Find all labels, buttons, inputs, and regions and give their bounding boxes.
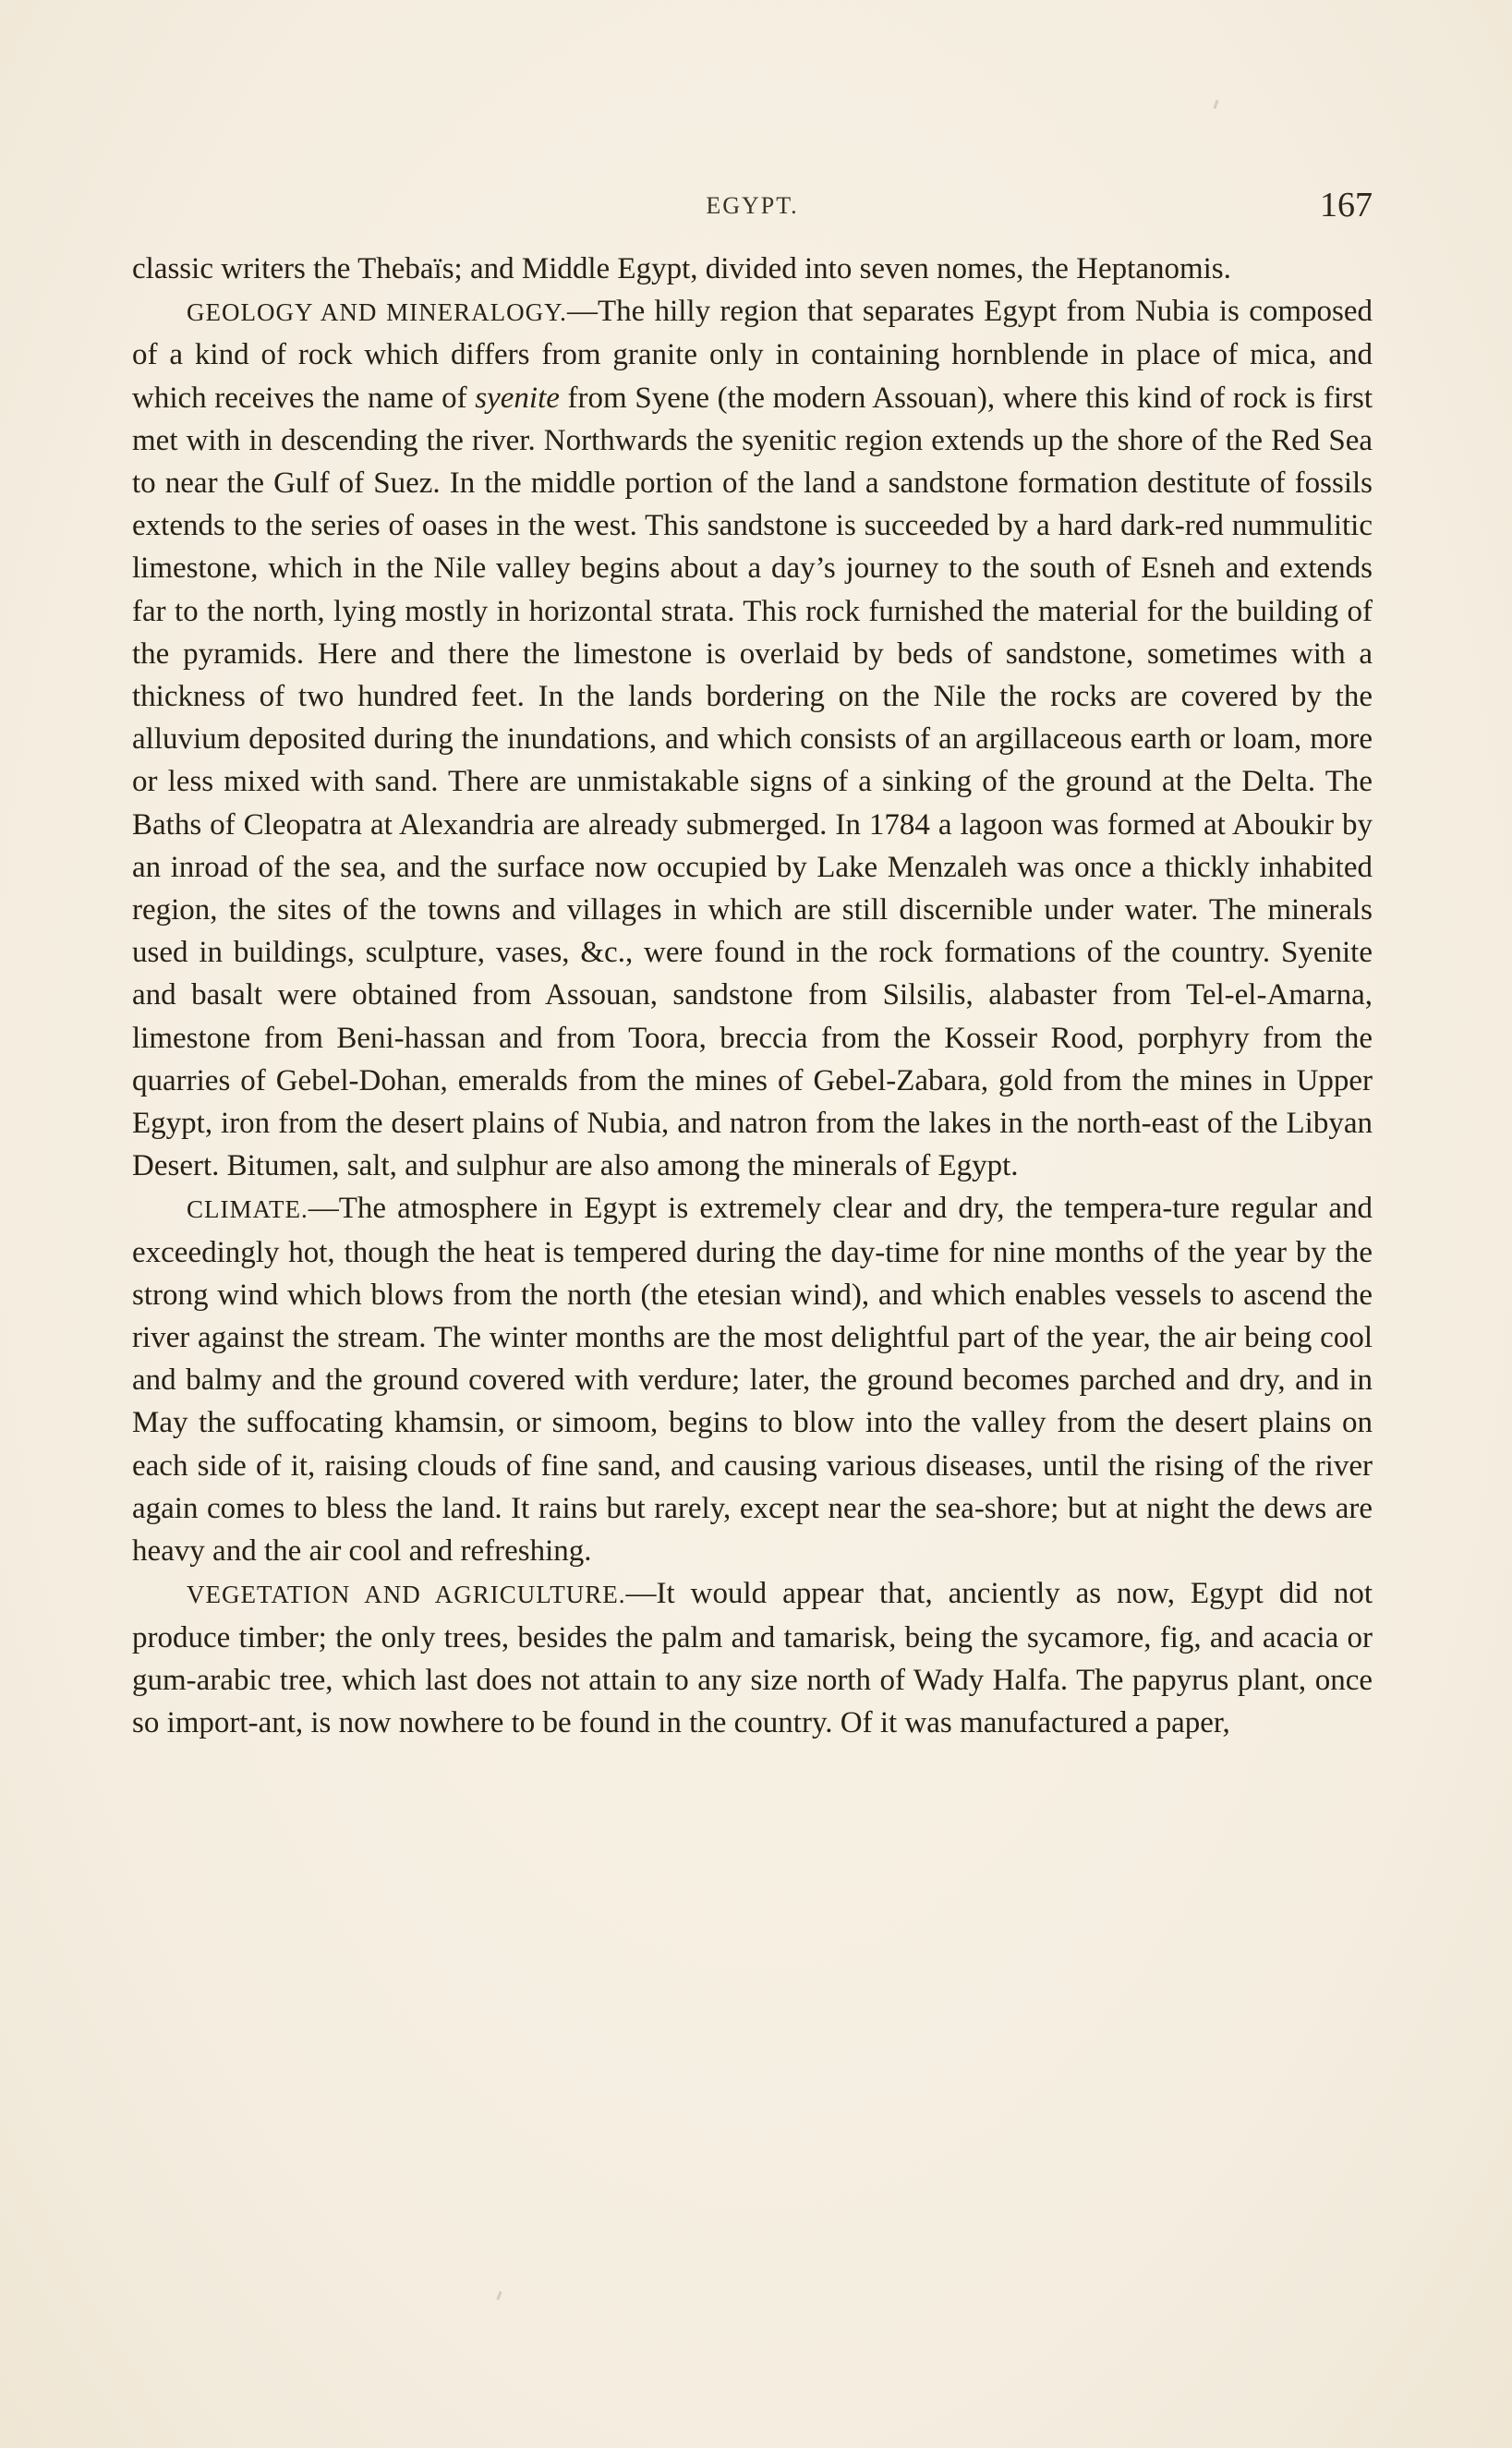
paragraph-text: —The atmosphere in Egypt is extremely clear and dry, the tempera-ture regular and exceedingly hot, though the heat is tempered during the day-time for nine months of the year by the strong wind which blows from the north (the etesian wind), and which enables vessels to ascend the river against the stream. The winter months are the most delightful part of the year, the air being cool and balmy and the ground covered with verdure; later, the ground becomes parched and dry, and in May the suffocating khamsin, or simoom, begins to blow into the valley from the desert plains on each side of it, raising clouds of fine sand, and causing various diseases, until the rising of the river again comes to bless the land. It rains but rarely, except near the sea-shore; but at night the dews are heavy and the air cool and refreshing. — [132, 1192, 1373, 1569]
italic-term: syenite — [475, 381, 560, 415]
paragraph-text: —It would appear that, anciently as now, Egypt did not produce timber; the only trees, besides the palm and tamarisk, being the sycamore, fig, and acacia or gum-arabic tree, which last does not attain to any size north of Wady Halfa. The papyrus plant, once so import-ant, is now nowhere to be found in the country. Of it was manufactured a paper, — [132, 1577, 1373, 1739]
paragraph-intro-continued — [132, 248, 1373, 290]
body-text — [132, 248, 1373, 1744]
paragraph-text-continued: from Syene (the modern Assouan), where this kind of rock is first met with in descending the river. Northwards the syenitic region extends up the shore of the Red Sea to near the Gulf of Suez. In the middle portion of the land a sandstone formation destitute of fossils extends to the series of oases in the west. This sandstone is succeeded by a hard dark-red nummulitic limestone, which in the Nile valley begins about a day’s journey to the south of Esneh and extends far to the north, lying mostly in horizontal strata. This rock furnished the material for the building of the pyramids. Here and there the limestone is overlaid by beds of sandstone, sometimes with a thickness of two hundred feet. In the lands bordering on the Nile the rocks are covered by the alluvium deposited during the inundations, and which consists of an argillaceous earth or loam, more or less mixed with sand. There are unmistakable signs of a sinking of the ground at the Delta. The Baths of Cleopatra at Alexandria are already submerged. In 1784 a lagoon was formed at Aboukir by an inroad of the sea, and the surface now occupied by Lake Menzaleh was once a thickly inhabited region, the sites of the towns and villages in which are still discernible under water. The minerals used in buildings, sculpture, vases, &c., were found in the rock formations of the country. Syenite and basalt were obtained from Assouan, sandstone from Silsilis, alabaster from Tel-el-Amarna, limestone from Beni-hassan and from Toora, breccia from the Kosseir Rood, porphyry from the quarries of Gebel-Dohan, emeralds from the mines of Gebel-Zabara, gold from the mines in Upper Egypt, iron from the desert plains of Nubia, and natron from the lakes in the north-east of the Libyan Desert. Bitumen, salt, and sulphur are also among the minerals of Egypt. — [132, 381, 1373, 1183]
paragraph-climate — [132, 1187, 1373, 1572]
section-heading-geology: GEOLOGY AND MINERALOGY. — [187, 298, 567, 327]
paper-speck — [496, 2291, 502, 2300]
page-header — [132, 181, 1373, 236]
paragraph-text: —The hilly region that separates Egypt from Nubia is composed of a kind of rock which differs from granite only in containing hornblende in place of mica, and which receives the name of — [132, 295, 1373, 415]
section-heading-climate: CLIMATE. — [187, 1195, 308, 1224]
running-head: EGYPT. — [706, 192, 799, 219]
paper-speck — [1213, 100, 1218, 109]
paragraph-text: classic writers the Thebaïs; and Middle Egypt, divided into seven nomes, the Heptanomis. — [132, 252, 1231, 285]
section-heading-vegetation: VEGETATION AND AGRICULTURE. — [187, 1581, 626, 1609]
paragraph-geology — [132, 290, 1373, 1187]
paragraph-vegetation — [132, 1572, 1373, 1744]
page-number: 167 — [1320, 186, 1373, 224]
